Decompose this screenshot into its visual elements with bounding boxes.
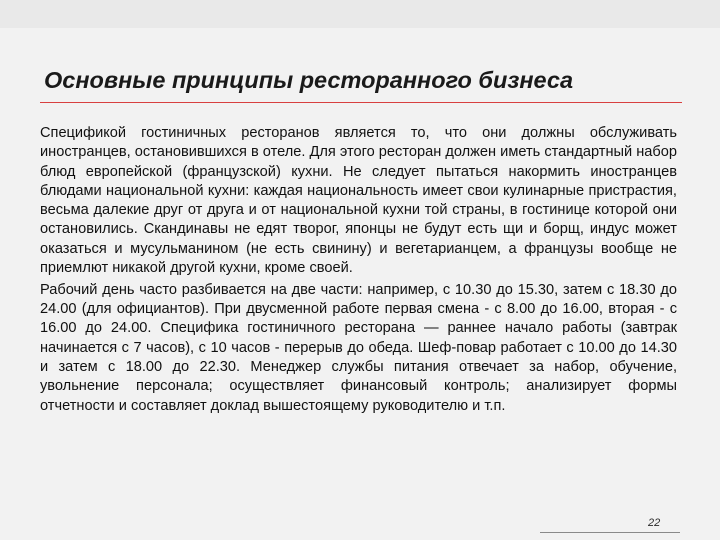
slide-top-band bbox=[0, 0, 720, 28]
paragraph-working-day: Рабочий день часто разбивается на две части: например, с 10.30 до 15.30, затем с 18.30 до 24.00 (для официантов). При двусменной работе первая смена - с 8.00 до 16.00, вторая - с 16.00 до 24.00. Специфика гостиничного ресторана — раннее начало работы (завтрак начинается с 7 часов), с 10 часов - перерыв до обеда. Шеф-повар работает с 10.00 до 14.30 и затем с 18.00 до 22.30. Менеджер службы питания отвечает за набор, обучение, увольнение персонала; осуществляет финансовый контроль; анализирует формы отчетности и составляет доклад вышестоящему руководителю и т.п. bbox=[40, 281, 677, 414]
page-title: Основные принципы ресторанного бизнеса bbox=[44, 67, 574, 93]
title-divider bbox=[40, 102, 682, 103]
paragraph-hotel-restaurants: Спецификой гостиничных ресторанов является то, что они должны обслуживать иностранцев, остановившихся в отеле. Для этого ресторан должен иметь стандартный набор блюд европейской (французской) кухни. Не следует пытаться накормить иностранцев блюдами национальной кухни: каждая национальность имеет свои кулинарные пристрастия, весьма далекие друг от друга и от национальной кухни той страны, в гостинице которой они остановились. Скандинавы не едят творог, японцы не будут есть щи и борщ, индус может оказаться и мусульманином (не есть свинину) и вегетарианцем, а французы вообще не приемлют никакой другой кухни, кроме своей. bbox=[40, 125, 677, 277]
page-number: 22 bbox=[648, 517, 661, 529]
page-number-divider bbox=[540, 532, 680, 533]
slide-body bbox=[40, 124, 677, 418]
